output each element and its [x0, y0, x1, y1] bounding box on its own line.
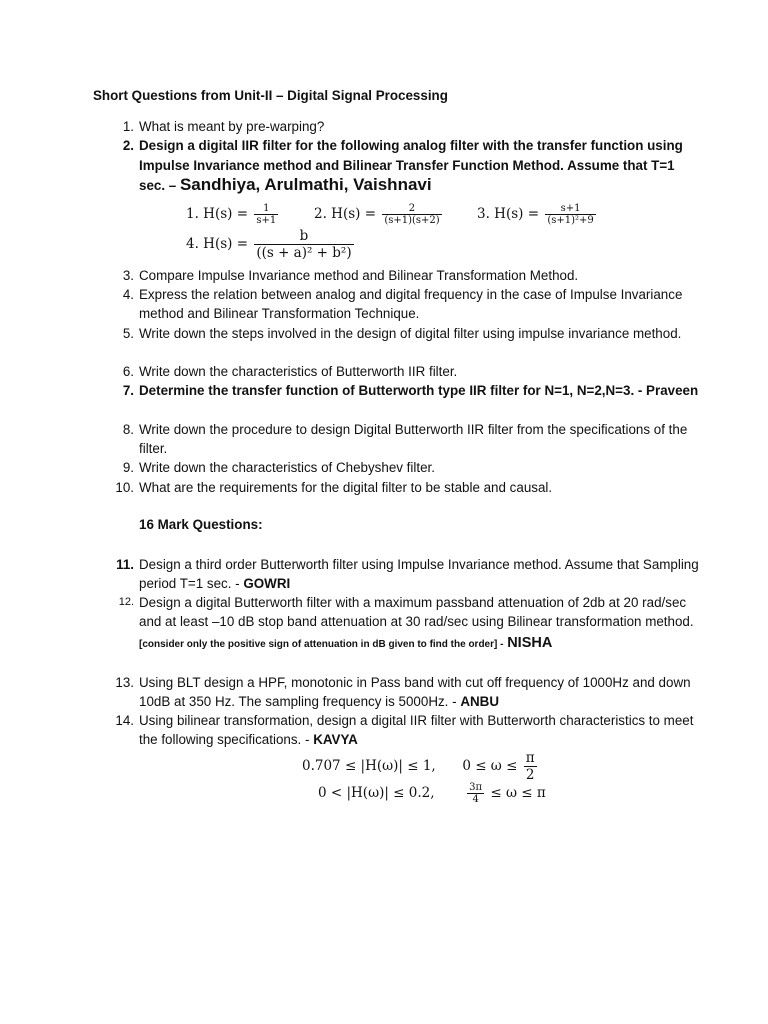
question-text	[139, 673, 699, 712]
denominator: (s+1)²+9	[547, 215, 594, 226]
fraction	[467, 782, 484, 805]
question-text: Express the relation between analog and digital frequency in the case of Impulse Invariance method and Bilinear Transformation Technique.	[139, 287, 683, 322]
denominator: 2	[525, 767, 535, 783]
numerator: π	[525, 750, 535, 766]
question-text	[139, 555, 699, 594]
question-body: Design a third order Butterworth filter using Impulse Invariance method. Assume that Sampling period T=1 sec. -	[139, 557, 699, 592]
numerator: 2	[382, 203, 441, 215]
question-text: Write down the steps involved in the design of digital filter using impulse invariance method.	[139, 326, 682, 341]
question-text	[139, 711, 699, 750]
question-body: Design a digital IIR filter for the following analog filter with the transfer function using Impulse Invariance method and Bilinear Transfer Function Method. Assume that T=1 sec. –	[139, 138, 683, 193]
equation-1	[186, 203, 280, 226]
question-number: 5.	[122, 326, 134, 341]
question-text: What are the requirements for the digital filter to be stable and causal.	[139, 480, 553, 495]
assigned-name: NISHA	[507, 634, 553, 651]
question-body: Design a digital Butterworth filter with a maximum passband attenuation of 2db at 20 rad/sec and at least –10 dB stop band attenuation at 30 rad/sec using Bilinear transformation method.	[139, 595, 694, 630]
question-text: Write down the procedure to design Digital Butterworth IIR filter from the specifications of the filter.	[139, 422, 688, 457]
denominator: 4	[472, 794, 479, 805]
question-text: Write down the characteristics of Chebyshev filter.	[139, 460, 435, 475]
fraction	[254, 203, 278, 226]
numerator: 3π	[469, 782, 483, 793]
question-text: What is meant by pre-warping?	[139, 119, 325, 134]
question-number: 1.	[122, 119, 134, 134]
fraction	[382, 203, 441, 226]
denominator: (s+1)(s+2)	[384, 215, 440, 226]
question-number: 9.	[122, 460, 134, 475]
question-number: 8.	[122, 422, 134, 437]
assigned-name: KAVYA	[313, 732, 358, 748]
spec-frequency: ≤ ω ≤ π	[490, 785, 546, 801]
numerator: s+1	[545, 203, 595, 215]
section-heading: 16 Mark Questions:	[139, 517, 263, 532]
equation-4	[186, 228, 356, 261]
question-number: 7.	[122, 383, 134, 398]
numerator: 1	[254, 203, 278, 215]
equation-lhs: 1. H(s) =	[186, 206, 249, 222]
question-number: 2.	[122, 138, 134, 153]
assigned-name: GOWRI	[243, 576, 291, 592]
specification-2	[318, 782, 546, 805]
question-number: 6.	[122, 364, 134, 379]
equation-lhs: 3. H(s) =	[477, 206, 540, 222]
question-number: 10.	[115, 480, 134, 495]
question-number: 11.	[116, 557, 134, 572]
fraction	[254, 228, 353, 261]
question-number: 4.	[122, 287, 134, 302]
assigned-names: Sandhiya, Arulmathi, Vaishnavi	[179, 175, 432, 194]
equation-3	[477, 203, 598, 226]
question-text	[139, 136, 699, 196]
denominator: ((s + a)² + b²)	[256, 245, 352, 261]
equation-lhs: 4. H(s) =	[186, 236, 249, 252]
specification-1	[302, 750, 539, 783]
denominator: s+1	[256, 215, 277, 226]
equation-2	[314, 203, 444, 226]
numerator: b	[254, 228, 353, 245]
question-body: Using bilinear transformation, design a digital IIR filter with Butterworth characteristics to meet the following specifications. -	[139, 713, 694, 748]
fraction	[524, 750, 537, 783]
question-text	[139, 593, 699, 654]
spec-magnitude: 0 < |H(ω)| ≤ 0.2,	[318, 785, 435, 801]
fraction	[545, 203, 595, 226]
question-number: 13.	[115, 675, 134, 690]
spec-magnitude: 0.707 ≤ |H(ω)| ≤ 1,	[302, 758, 436, 774]
question-body: Using BLT design a HPF, monotonic in Pass band with cut off frequency of 1000Hz and down 10dB at 350 Hz. The sampling frequency is 5000Hz. -	[139, 675, 691, 710]
question-note: [consider only the positive sign of attenuation in dB given to find the order] -	[139, 638, 504, 650]
question-number: 14.	[115, 713, 134, 728]
question-number: 12.	[118, 596, 134, 608]
question-number: 3.	[122, 268, 134, 283]
question-text: Write down the characteristics of Butterworth IIR filter.	[139, 364, 458, 379]
document-title: Short Questions from Unit-II – Digital Signal Processing	[93, 88, 448, 103]
question-text: Compare Impulse Invariance method and Bilinear Transformation Method.	[139, 268, 579, 283]
equation-lhs: 2. H(s) =	[314, 206, 377, 222]
assigned-name: ANBU	[460, 694, 500, 710]
question-text: Determine the transfer function of Butterworth type IIR filter for N=1, N=2,N=3. - Praveen	[139, 383, 699, 398]
spec-frequency: 0 ≤ ω ≤	[462, 758, 518, 774]
